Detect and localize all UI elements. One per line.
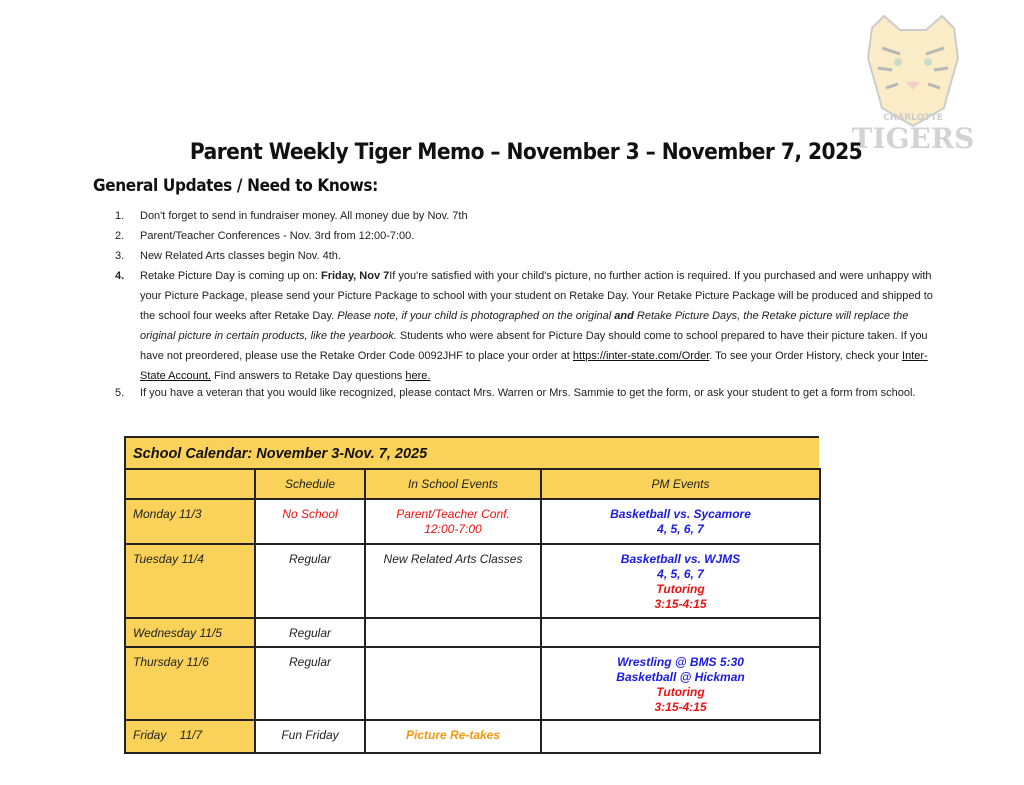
table-row — [125, 544, 820, 618]
column-header: PM Events — [541, 469, 820, 499]
schedule-cell: Fun Friday — [255, 720, 365, 753]
event-text: 4, 5, 6, 7 — [657, 522, 704, 536]
svg-text:CHARLOTTE: CHARLOTTE — [883, 113, 943, 123]
column-header: In School Events — [365, 469, 541, 499]
event-text: 12:00-7:00 — [424, 522, 482, 536]
list-item — [115, 206, 935, 226]
updates-list — [115, 206, 935, 401]
schedule-cell: Regular — [255, 647, 365, 720]
list-item-retake — [115, 266, 935, 386]
event-text: 3:15-4:15 — [654, 700, 707, 714]
list-item — [115, 386, 935, 401]
list-item — [115, 226, 935, 246]
event-text: Wrestling @ BMS 5:30 — [617, 655, 744, 669]
in-school-cell — [365, 618, 541, 647]
event-text: 3:15-4:15 — [654, 597, 707, 611]
table-row — [125, 720, 820, 753]
in-school-cell: New Related Arts Classes — [365, 544, 541, 618]
day-cell: Monday 11/3 — [125, 499, 255, 544]
in-school-cell: Picture Re-takes — [365, 720, 541, 753]
calendar-table — [124, 468, 821, 754]
schedule-cell: Regular — [255, 544, 365, 618]
list-text — [140, 266, 935, 386]
list-text: Parent/Teacher Conferences - Nov. 3rd from 12:00-7:00. — [140, 230, 415, 242]
day-cell: Tuesday 11/4 — [125, 544, 255, 618]
list-text: If you have a veteran that you would like recognized, please contact Mrs. Warren or Mrs. Sammie to get the form, or ask your student to get a form from school. — [140, 387, 916, 399]
day-cell: Wednesday 11/5 — [125, 618, 255, 647]
section-heading: General Updates / Need to Knows: — [93, 176, 378, 195]
tiger-mascot-icon — [852, 8, 974, 156]
event-text: Basketball vs. WJMS — [620, 552, 741, 566]
day-cell: Thursday 11/6 — [125, 647, 255, 720]
pm-cell — [541, 499, 820, 544]
in-school-cell — [365, 499, 541, 544]
svg-text:TIGERS: TIGERS — [852, 122, 974, 155]
school-calendar — [124, 436, 819, 754]
list-number: 3. — [115, 250, 125, 262]
table-row — [125, 618, 820, 647]
pm-cell — [541, 720, 820, 753]
order-link[interactable]: https://inter-state.com/Order — [572, 350, 710, 362]
pm-cell — [541, 647, 820, 720]
list-number: 5. — [115, 387, 125, 399]
text-run: Retake Picture Days, the Retake picture will replace the original picture in certain products, like the yearbook. — [140, 310, 909, 342]
text-run: Please note, if your child is photographed on the original — [337, 310, 615, 322]
event-text: Basketball vs. Sycamore — [610, 507, 751, 521]
pm-cell — [541, 544, 820, 618]
tiger-logo — [852, 8, 974, 156]
list-number: 2. — [115, 230, 125, 242]
table-header-row — [125, 469, 820, 499]
list-item — [115, 246, 935, 266]
event-text: 4, 5, 6, 7 — [657, 567, 704, 581]
in-school-cell — [365, 647, 541, 720]
faq-link[interactable]: here. — [405, 370, 431, 382]
list-text: New Related Arts classes begin Nov. 4th. — [140, 250, 341, 262]
day-cell: Friday 11/7 — [125, 720, 255, 753]
event-text: Tutoring — [656, 582, 705, 596]
list-number: 4. — [115, 270, 125, 282]
retake-date: Friday, Nov 7 — [320, 270, 390, 282]
calendar-title: School Calendar: November 3-Nov. 7, 2025 — [124, 436, 819, 468]
list-text: Don't forget to send in fundraiser money. All money due by Nov. 7th — [140, 210, 468, 222]
text-run: Retake Picture Day is coming up on: — [140, 270, 321, 282]
event-text: Parent/Teacher Conf. — [396, 507, 510, 521]
text-run: If you're satisfied with your child's picture, no further action is required. If you purchased and were unhappy with your Picture Package, please send your Picture Package to school with your student on Retake Day. Your Retake Picture Package will be produced and shipped to the school four weeks after Retake Day. — [140, 270, 933, 322]
column-header — [125, 469, 255, 499]
page-title: Parent Weekly Tiger Memo – November 3 – November 7, 2025 — [189, 140, 863, 165]
table-row — [125, 499, 820, 544]
event-text: Tutoring — [656, 685, 705, 699]
schedule-cell: Regular — [255, 618, 365, 647]
text-run: and — [614, 310, 634, 322]
list-number: 1. — [115, 210, 125, 222]
column-header: Schedule — [255, 469, 365, 499]
text-run: . To see your Order History, check your — [709, 350, 903, 362]
pm-cell — [541, 618, 820, 647]
schedule-cell: No School — [255, 499, 365, 544]
table-row — [125, 647, 820, 720]
text-run: Find answers to Retake Day questions — [210, 370, 406, 382]
text-run: Students who were absent for Picture Day should come to school prepared to have their picture taken. If you have not preordered, please use the Retake Order Code 0092JHF to place your order at — [140, 330, 928, 362]
account-link[interactable]: Inter-State Account. — [140, 350, 928, 382]
event-text: Basketball @ Hickman — [616, 670, 745, 684]
